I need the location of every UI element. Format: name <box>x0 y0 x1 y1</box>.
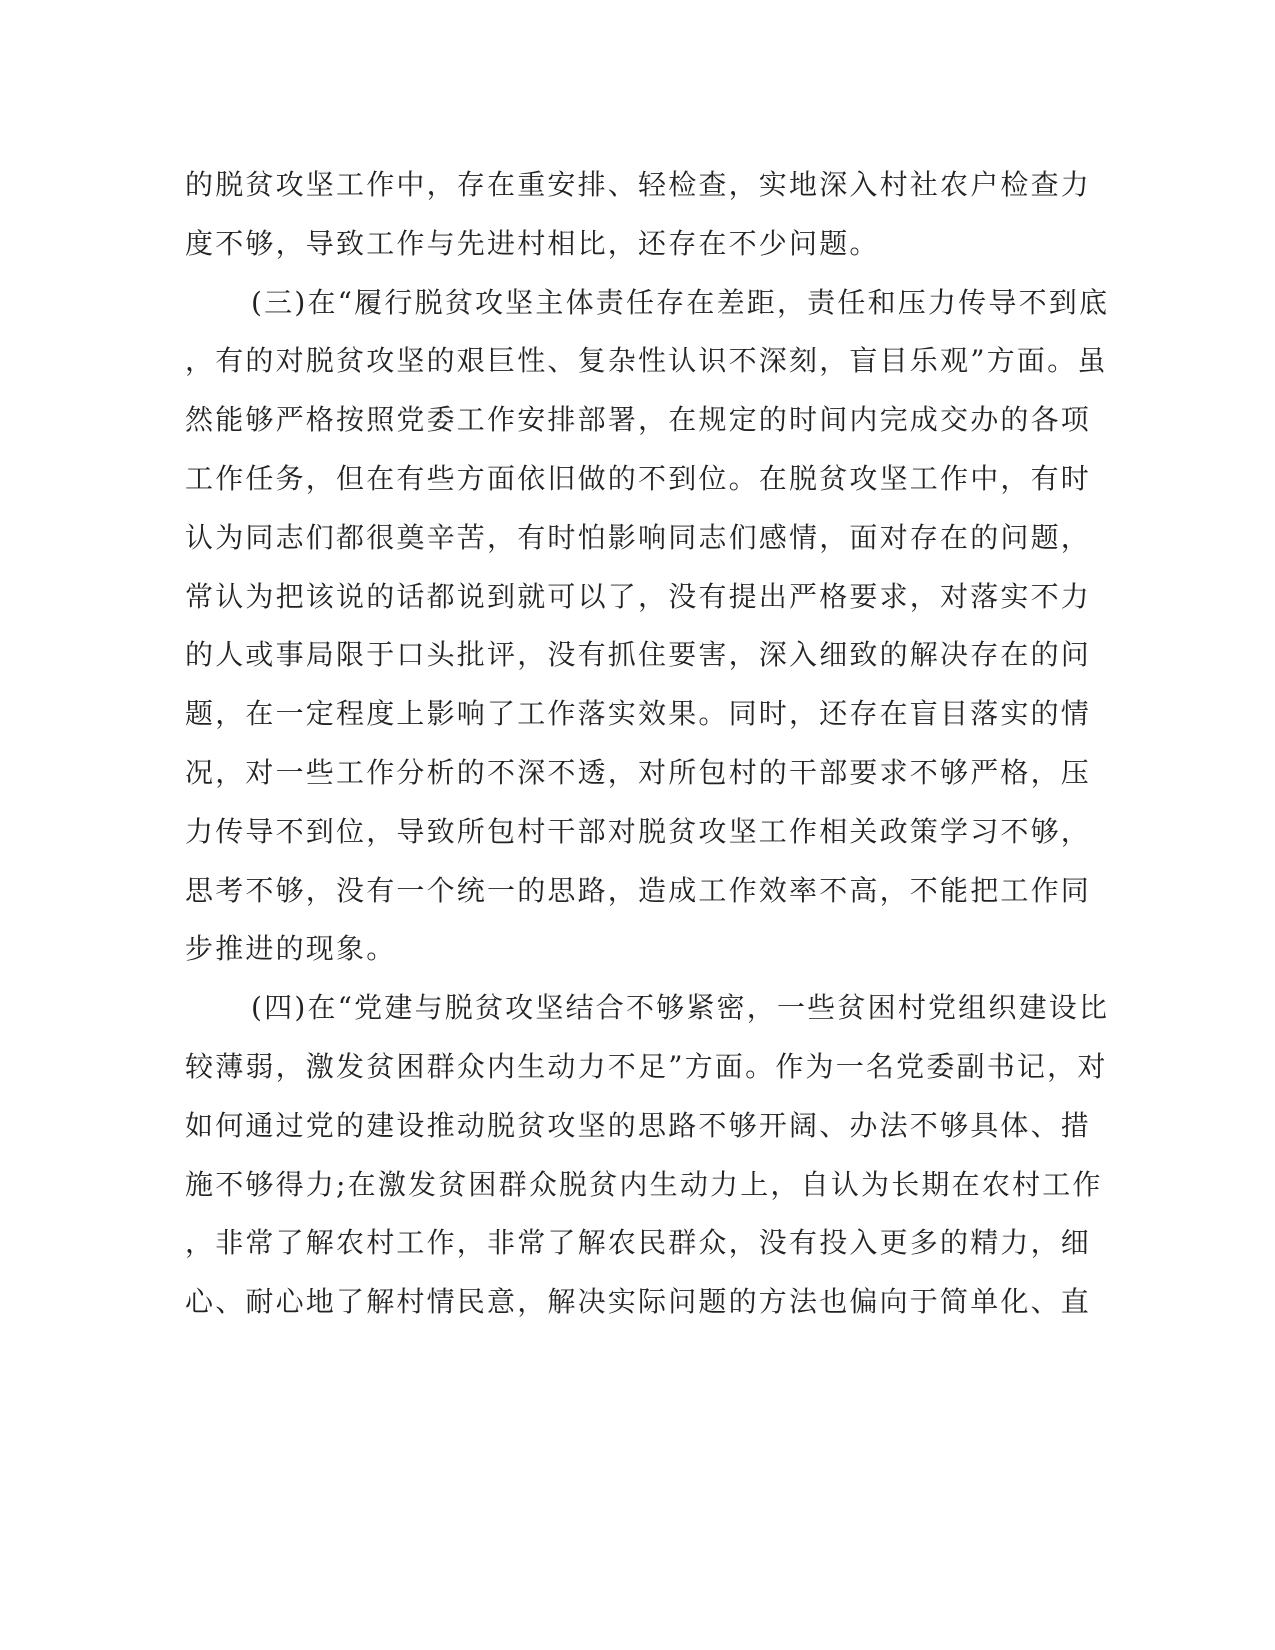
text-line: 思考不够，没有一个统一的思路，造成工作效率不高，不能把工作同 <box>185 873 1092 907</box>
text-line: 况，对一些工作分析的不深不透，对所包村的干部要求不够严格，压 <box>185 755 1092 789</box>
text-line: 步推进的现象。 <box>185 932 397 966</box>
text-line: 如何通过党的建设推动脱贫攻坚的思路不够开阔、办法不够具体、措 <box>185 1108 1092 1142</box>
text-line: ，有的对脱贫攻坚的艰巨性、复杂性认识不深刻，盲目乐观”方面。虽 <box>185 344 1108 378</box>
text-line: 较薄弱，激发贫困群众内生动力不足”方面。作为一名党委副书记，对 <box>185 1049 1108 1083</box>
text-line: 工作任务，但在有些方面依旧做的不到位。在脱贫攻坚工作中，有时 <box>185 461 1092 495</box>
text-line: ，非常了解农村工作，非常了解农民群众，没有投入更多的精力，细 <box>185 1226 1092 1260</box>
paragraph-start-line: (四)在“党建与脱贫攻坚结合不够紧密，一些贫困村党组织建设比 <box>251 991 1110 1025</box>
text-line: 然能够严格按照党委工作安排部署，在规定的时间内完成交办的各项 <box>185 403 1092 437</box>
text-line: 题，在一定程度上影响了工作落实效果。同时，还存在盲目落实的情 <box>185 697 1092 731</box>
body-text <box>185 156 1110 1332</box>
text-line: 心、耐心地了解村情民意，解决实际问题的方法也偏向于简单化、直 <box>185 1285 1092 1319</box>
text-line: 的人或事局限于口头批评，没有抓住要害，深入细致的解决存在的问 <box>185 638 1092 672</box>
text-line: 施不够得力;在激发贫困群众脱贫内生动力上，自认为长期在农村工作 <box>185 1167 1103 1201</box>
text-line: 的脱贫攻坚工作中，存在重安排、轻检查，实地深入村社农户检查力 <box>185 168 1092 201</box>
text-line: 认为同志们都很奠辛苦，有时怕影响同志们感情，面对存在的问题， <box>185 520 1092 554</box>
text-line: 常认为把该说的话都说到就可以了，没有提出严格要求，对落实不力 <box>185 579 1092 613</box>
text-line: 度不够，导致工作与先进村相比，还存在不少问题。 <box>185 226 880 260</box>
text-line: 力传导不到位，导致所包村干部对脱贫攻坚工作相关政策学习不够， <box>185 814 1092 848</box>
paragraph-start-line: (三)在“履行脱贫攻坚主体责任存在差距，责任和压力传导不到底 <box>251 285 1110 319</box>
